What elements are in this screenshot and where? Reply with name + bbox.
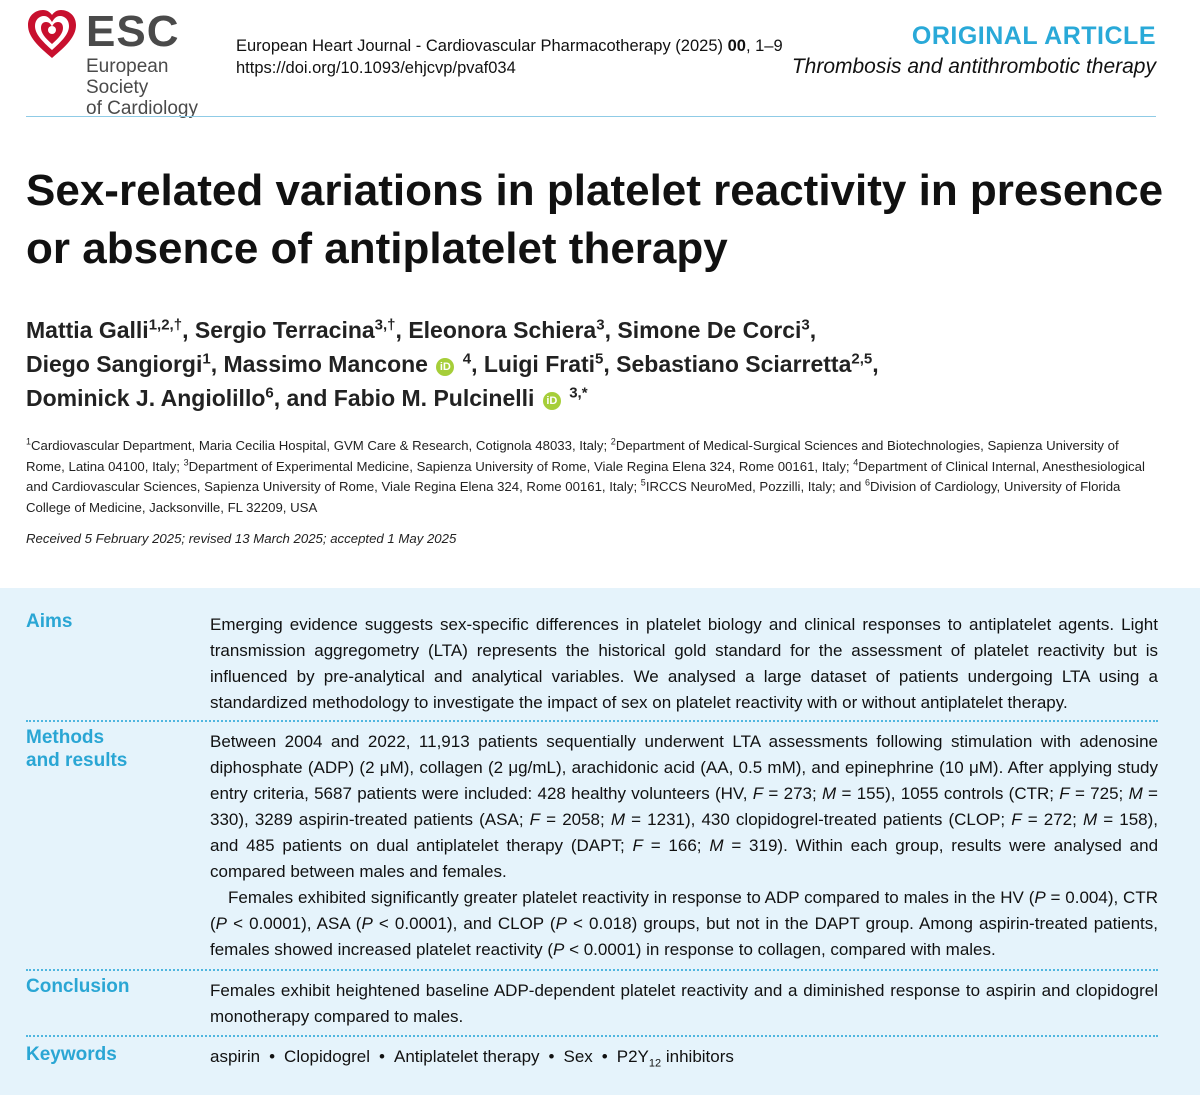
journal-volume: 00 [727,37,746,55]
author-list: Mattia Galli$^{1,2,\dagger}$, Sergio Terracina$^{3,\dagger}$, Eleonora Schiera$^3$, Simone De Corci$^3$, Diego Sangiorgi$^1$, Massimo Mancone iD $^4$, Luigi Frati$^5$, Sebastiano Sciarretta$^{2,5}$, Dominick J. Angiolillo$^6$, and Fabio M. Pulcinelli iD $^{3,*}$ [26,316,879,411]
conclusion-text: Females exhibit heightened baseline ADP-dependent platelet reactivity and a diminished response to aspirin and clopidogrel monotherapy compared to males. [210,981,1158,1026]
orcid-icon[interactable]: iD [543,392,561,410]
logo-line-2: of Cardiology [86,98,198,119]
aims-text: Emerging evidence suggests sex-specific differences in platelet biology and clinical responses to antiplatelet agents. Light transmission aggregometry (LTA) represents the historical gold standard for the assessment of platelet reactivity but is influenced by pre-analytical and analytical variables. We analysed a large dataset of patients undergoing LTA using a standardized methodology to investigate the impact of sex on platelet reactivity with or without antiplatelet therapy. [210,615,1158,712]
aims-label: Aims [26,611,73,632]
article-title: Sex-related variations in platelet reactivity in presence or absence of antiplatelet therapy [26,166,1164,273]
author[interactable]: Mattia Galli$^{1,2,\dagger}$ [26,316,183,343]
affiliation: Department of Clinical Internal, Anesthesiological and Cardiovascular Sciences, Sapienza University of Rome, Viale Regina Elena 324, Rome 00161, Italy; [26,458,1145,494]
orcid-icon[interactable]: iD [436,358,454,376]
keyword-separator: • [379,1047,385,1066]
article-type: ORIGINAL ARTICLE [911,22,1156,50]
affiliation: Division of Cardiology, University of Florida College of Medicine, Jacksonville, FL 32209, USA [26,479,1121,515]
authors-and: and [286,385,328,411]
keyword[interactable]: Clopidogrel [284,1047,371,1066]
methods-paragraph-1: Between 2004 and 2022, 11,913 patients sequentially underwent LTA assessments following stimulation with adenosine diphosphate (ADP) (2 μM), collagen (2 μg/mL), arachidonic acid (AA, 0.5 mM), and epinephrine (10 μM). After applying study entry criteria, 5687 patients were included: 428 healthy volunteers (HV, F = 273; M = 155), 1055 controls (CTR; F = 725; M = 330), 3289 aspirin-treated patients (ASA; F = 2058; M = 1231), 430 clopidogrel-treated patients (CLOP; F = 272; M = 158), and 485 patients on dual antiplatelet therapy (DAPT; F = 166; M = 319). Within each group, results were analysed and compared between males and females. [210,732,1159,881]
logo-society-name [86,56,224,119]
author[interactable]: Diego Sangiorgi$^1$ [26,350,211,377]
doi-link[interactable]: https://doi.org/10.1093/ehjcvp/pvaf034 [236,59,516,77]
abstract-divider [26,1035,1158,1037]
author[interactable]: Luigi Frati$^5$ [483,350,604,377]
esc-logo [24,6,224,119]
structured-abstract [0,588,1200,1095]
author[interactable]: Sergio Terracina$^{3,\dagger}$ [194,316,396,343]
journal-citation [236,35,783,79]
logo-line-1: European Society [86,56,169,98]
methods-label: Methods and results [26,727,128,771]
article-section: Thrombosis and antithrombotic therapy [791,55,1156,78]
article-dates: Received 5 February 2025; revised 13 March 2025; accepted 1 May 2025 [26,531,457,546]
keyword[interactable]: $P2Y_{12}$ inhibitors [616,1047,734,1070]
author[interactable]: Sebastiano Sciarretta$^{2,5}$ [616,350,873,377]
affiliation: Cardiovascular Department, Maria Cecilia Hospital, GVM Care & Research, Cotignola 48033, Italy; [31,438,608,453]
affiliations: $^1$Cardiovascular Department, Maria Cecilia Hospital, GVM Care & Research, Cotignola 48033, Italy; $^2$Department of Medical-Surgical Sciences and Biotechnologies, Sapienza University of Rome, Latina 04100, Italy; $^3$Department of Experimental Medicine, Sapienza University of Rome, Viale Regina Elena 324, Rome 00161, Italy; $^4$Department of Clinical Internal, Anesthesiological and Cardiovascular Sciences, Sapienza University of Rome, Viale Regina Elena 324, Rome 00161, Italy; $^5$IRCCS NeuroMed, Pozzilli, Italy; and $^6$Division of Cardiology, University of Florida College of Medicine, Jacksonville, FL 32209, USA [26,436,1145,515]
journal-pages: , 1–9 [745,37,783,55]
journal-line [236,35,783,57]
affiliation: IRCCS NeuroMed, Pozzilli, Italy; and [645,479,862,494]
keyword[interactable]: Sex [563,1047,593,1066]
author[interactable]: Dominick J. Angiolillo$^6$ [26,384,274,411]
header-divider [26,116,1156,117]
affiliation: Department of Medical-Surgical Sciences and Biotechnologies, Sapienza University of Rome, Latina 04100, Italy; [26,438,1119,474]
logo-abbreviation: ESC [86,7,180,56]
keyword[interactable]: Antiplatelet therapy [394,1047,540,1066]
journal-name: European Heart Journal - Cardiovascular Pharmacotherapy (2025) [236,37,723,55]
author[interactable]: Simone De Corci$^3$ [617,316,810,343]
keywords-list [210,1044,1158,1076]
affiliation: Department of Experimental Medicine, Sapienza University of Rome, Viale Regina Elena 324, Rome 00161, Italy; [188,458,850,474]
methods-text [210,729,1158,963]
author[interactable]: Eleonora Schiera$^3$ [408,316,605,343]
author[interactable]: Massimo Mancone iD $^4$ [223,350,472,377]
esc-heart-icon [24,6,80,62]
keywords-label: Keywords [26,1044,117,1065]
conclusion-label: Conclusion [26,976,130,997]
author[interactable]: Fabio M. Pulcinelli iD $^{3,*}$ [333,384,588,411]
keyword-separator: • [269,1047,276,1066]
methods-paragraph-2: Females exhibited significantly greater platelet reactivity in response to ADP compared to males in the HV (P = 0.004), CTR (P < 0.0001), ASA (P < 0.0001), and CLOP (P < 0.018) groups, but not in the DAPT group. Among aspirin-treated patients, females showed increased platelet reactivity (P < 0.0001) in response to collagen, compared with males. [210,888,1158,959]
abstract-divider [26,969,1158,971]
keyword[interactable]: aspirin [210,1047,261,1066]
keyword-separator: • [601,1047,608,1066]
abstract-divider [26,720,1158,722]
keyword-separator: • [548,1047,555,1066]
